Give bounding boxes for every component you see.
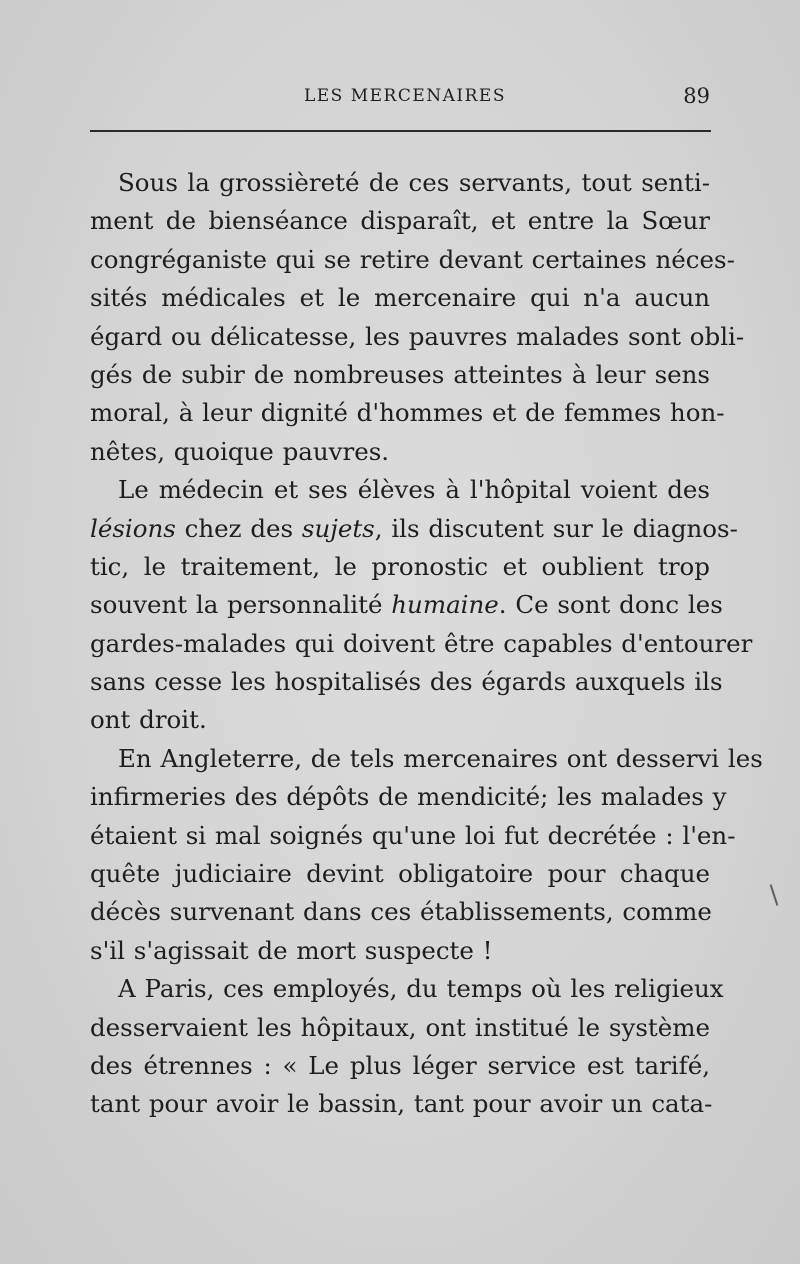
text-line: étaient si mal soignés qu'une loi fut decrétée : l'en-: [90, 820, 736, 850]
text-fragment: chez des: [175, 513, 302, 543]
text-line: sans cesse les hospitalisés des égards auxquels ils: [90, 667, 723, 697]
page-number: 89: [683, 84, 710, 108]
text-fragment: . Ce sont donc les: [498, 590, 723, 620]
text-line: Le médecin et ses élèves à l'hôpital voient des: [118, 475, 710, 505]
text-line: Sous la grossièreté de ces servants, tout senti-: [118, 168, 710, 197]
text-line: gardes-malades qui doivent être capables d'entourer: [90, 628, 753, 658]
text-line: infirmeries des dépôts de mendicité; les malades y: [90, 782, 727, 812]
text-line: tic, le traitement, le pronostic et oublient trop: [90, 551, 710, 581]
text-line: En Angleterre, de tels mercenaires ont desservi les: [118, 743, 763, 773]
body-text: [90, 164, 763, 1124]
text-line: A Paris, ces employés, du temps où les religieux: [118, 974, 724, 1004]
header-rule: [90, 130, 711, 132]
text-line: desservaient les hôpitaux, ont institué le système: [90, 1012, 710, 1042]
italic-lesions: lésions: [90, 513, 176, 543]
running-title: LES MERCENAIRES: [303, 86, 506, 106]
italic-humaine: humaine: [391, 590, 499, 620]
text-line: ment de bienséance disparaît, et entre la Sœur: [90, 206, 710, 236]
text-line: ont droit.: [90, 705, 207, 735]
text-line: congréganiste qui se retire devant certaines néces-: [90, 244, 735, 274]
text-line: quête judiciaire devint obligatoire pour chaque: [90, 859, 710, 889]
text-line: [90, 586, 723, 624]
text-line: des étrennes : « Le plus léger service est tarifé,: [90, 1050, 710, 1080]
text-line: s'il s'agissait de mort suspecte !: [90, 935, 493, 965]
text-line: décès survenant dans ces établissements, comme: [90, 897, 712, 927]
margin-mark: [770, 884, 779, 906]
text-line: égard ou délicatesse, les pauvres malades sont obli-: [90, 321, 745, 351]
running-head: [90, 86, 710, 112]
text-line: sités médicales et le mercenaire qui n'a aucun: [90, 283, 710, 313]
text-fragment: , ils discutent sur le diagnos-: [374, 513, 738, 543]
text-line: [90, 510, 738, 548]
text-line: moral, à leur dignité d'hommes et de femmes hon-: [90, 398, 725, 428]
text-line: gés de subir de nombreuses atteintes à leur sens: [90, 359, 710, 389]
text-line: nêtes, quoique pauvres.: [90, 436, 390, 466]
text-fragment: souvent la personnalité: [90, 590, 392, 620]
text-line: tant pour avoir le bassin, tant pour avoir un cata-: [90, 1089, 713, 1119]
italic-sujets: sujets: [301, 513, 375, 543]
